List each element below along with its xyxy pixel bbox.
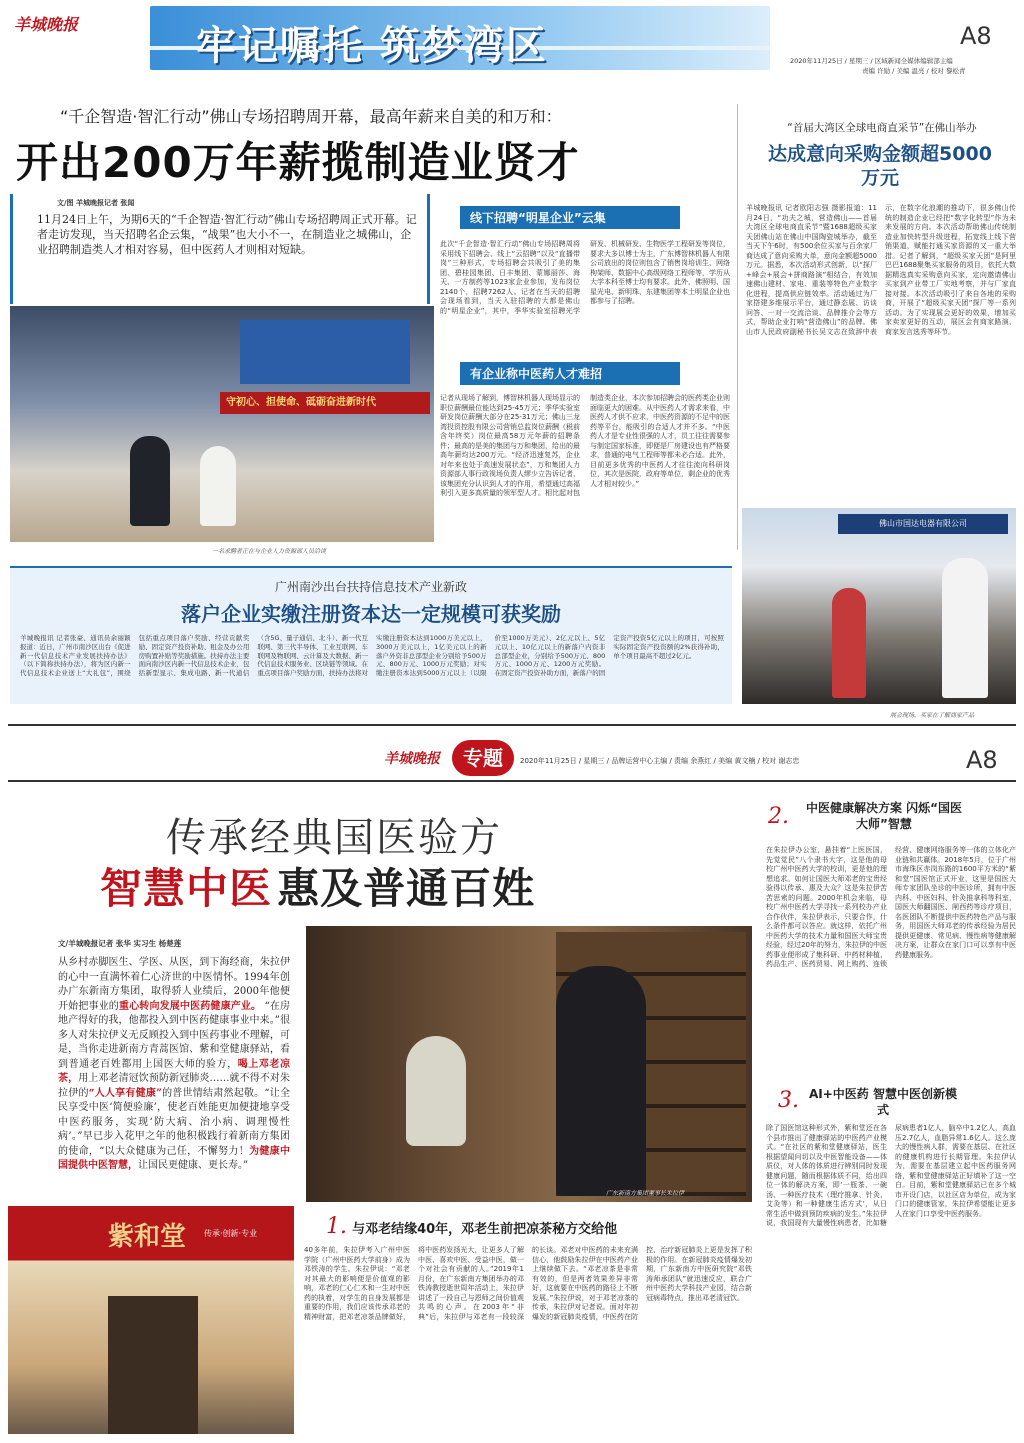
photo-banner: 守初心、担使命、砥砺奋进新时代: [220, 392, 430, 414]
nansha-box: [10, 566, 732, 704]
banner-title: 牢记嘱托 筑梦湾区: [196, 23, 548, 69]
store-photo: [8, 1206, 294, 1434]
subhead-tcm-shortage: 有企业称中医药人才难招: [460, 362, 680, 385]
section-3-title: AI+中医药 智慧中医创新模式: [809, 1087, 957, 1117]
lead-highlight-1: 重心转向发展中医药健康产业。: [118, 1000, 262, 1012]
special-tag: 专题: [452, 740, 514, 776]
lead-part-4: 的普世情结肃然起敬。“让全民享受中医‘简便验廉’，使老百姓能更加便捷地享受中医药服务，实现‘防大病、治小病、调理慢性病’。”早已步入花甲之年的他积极践行着新南方集团的使命，“以大众健康为己任，不懈努力！: [58, 1087, 290, 1157]
section-1-number: 1.: [326, 1214, 347, 1239]
bottom-page-number: A8: [966, 746, 998, 774]
photo-caption-expo: 展会现场，买家在了解商家产品: [890, 712, 975, 719]
headline-rest: 惠及普通百姓: [277, 864, 536, 913]
section-1-title: 与邓老结缘40年，邓老生前把凉茶秘方交给他: [352, 1222, 618, 1237]
lead-headline: 开出200万年薪揽制造业贤才: [16, 138, 580, 187]
photo-person-2: [200, 446, 236, 526]
bottom-lead: [58, 956, 290, 1182]
photo-caption-job-fair: 一名求聘者正在与企业人力资源部人员洽谈: [212, 548, 327, 555]
lead-highlight-3: “人人享有健康”: [88, 1087, 162, 1099]
banner-strip: [150, 6, 770, 70]
section-2-heading: [768, 798, 1008, 842]
headline-highlight: 智慧中医: [100, 864, 273, 913]
lead-part-2: “在房地产得好的我，他都投入到中医药健康事业中来。”很多人对朱拉伊义无反顾投入到中医药事业不理解，可是，当你走进新南方青蒿医馆、紫和堂健康驿站，看到普通老百姓都用上国医大师的验方，: [58, 1000, 290, 1070]
bottom-byline: 文/羊城晚报记者 张华 实习生 杨楚莲: [58, 939, 182, 948]
right-body: 羊城晚报讯 记者欧阳志强 摄影报道：11月24日，“功夫之城，营造佛山——首届大湾区全球电商直采节”暨1688超级买家天团佛山站在佛山中国陶瓷城举办，截至当天下午6时，有500余位买家与百余家厂商达成了意向采购大单，意向金额超5000万元。据悉，本次活动形式创新，以“探厂+峰会+展会+拼商路演”相结合，有效加速佛山建材、家电、重装等特色产业数字化进程，提高供应链效率。活动通过为厂家搭建多维展示平台，通过静态展、访谈问答、一对一交流洽谈、品牌推介会等方式，帮助企业打响“营造佛山”的品牌。佛山市人民政府副秘书长吴文志在致辞中表示，在数字化浪潮的推动下，很多佛山传统的制造企业已经把“数字化转型”作为未来发展的方向。本次活动帮助佛山传统制造业加快转型升级进程，拓宽线上线下营销渠道，赋能打通买家资源的又一重大举措。记者了解到，“超级买家天团”是阿里巴巴1688聚集买家服务的项目，依托大数据精选真实采购意向买家，定向邀请佛山买家到产业带工厂实地考察，并与厂家直接对接。本次活动吸引了来自各地的采购商，开展了“超级买家天团”探厂等一系列活动。为了实现展会更好的效果，增加买家卖家更好的互动，展区会有商家路演、商家发言选秀等环节。: [746, 204, 1016, 336]
lead-part-3: 用上邓老清冠饮预防新冠肺炎……就不得不对朱拉伊的: [58, 1073, 290, 1099]
half-divider: [8, 724, 1016, 726]
expo-person-2: [942, 558, 988, 698]
lead-box: [10, 194, 430, 304]
byline: 文/图 羊城晚报记者 张闻: [57, 199, 135, 207]
store-doorway: [108, 1296, 198, 1434]
job-fair-photo: [10, 306, 434, 542]
nansha-kicker: 广州南沙出台扶持信息技术产业新政: [274, 580, 467, 594]
section-2-title: 中医健康解决方案 闪烁“国医大师”智慧: [805, 801, 963, 831]
section-1-heading: [326, 1214, 746, 1244]
section-3-body: 除了国医馆这种形式外，紫和堂还在各个县市推出了健康驿站的中医药产业模式。“在社区的紫和堂健康驿站，医生根据望闻问切以及中医智能设备——体质仪，对人体的体质进行辨别同时发现健康问题，随而根据体质不同，给出四位一体的解决方案，即‘一瓶茶、一碗汤、一种医疗技术（理疗推拿、针灸、艾灸等）和一种健康生活方式’，从日常生活中做到预防疾病的发生。”朱拉伊说，我国现有大量慢性病患者，比如糖尿病患者1亿人，脑卒中1.2亿人，高血压2.7亿人，血脂异常1.6亿人。这么庞大的慢性病人群，需要在基层、在社区的健康机构进行长期管理。朱拉伊认为，需要在基层建立起中医药服务网络，紫和堂健康驿站正好填补了这一空白。目前，紫和堂健康驿站已在多个城市开设门店，以社区店为单位，成为家门口的健康管家，朱拉伊希望能让更多人在家门口享受中医药服务。: [766, 1124, 1016, 1227]
photo-screen: [240, 320, 410, 384]
store-slogan: 传承·创新·专业: [204, 1229, 258, 1238]
section-2-body: 在朱拉伊办公室，悬挂着“上医医国，先觉觉民”八个隶书大字，这是他的母校广州中医药大学的校训，更是他的理想追求。如何让国医大师邓老的宝贵经验得以传承、惠及大众？这是朱拉伊苦苦思索的问题。2000年机会来临，母校广州中医药大学寻找一系列校办产业合作伙伴，朱拉伊表示，只要合作，什么条件都可以答应。就这样，依托广州中医药大学的技术力量和国医大师宝贵经验，经过20年的努力，朱拉伊的中医药事业便形成了集科研、中药材种植、药品生产、医药贸易、网上购药、连锁经营、健康网络服务等一体的立体化产业链和共赢体。2018年5月，位于广州市海珠区赤岗东路的1600平方米的“紫和堂”国医馆正式开业，这里是国医大师专家团队坐诊的中医诊所，拥有中医内科、中医妇科、针灸推拿科等科室，国医大师翻国医、闸西药等诊疗项目，名医团队不断提供中医药特色产品与服务，用国医大师邓老的传承经验为居民提供更健康、常见病、慢性病等健康解决方案，让群众在家门口可以享有中医药健康服务。: [766, 846, 1016, 968]
brand-logo: 羊城晚报: [14, 15, 79, 34]
portrait-photo: [306, 926, 752, 1202]
main-headline-2: [100, 856, 740, 912]
bottom-brand: 羊城晚报: [384, 751, 440, 767]
section-3-heading: [768, 1084, 1008, 1120]
expo-photo: [742, 508, 1016, 704]
portrait-person: [556, 966, 646, 1196]
dateline: 2020年11月25日 / 星期三 / 区域新闻全媒体编辑部主编: [790, 57, 953, 65]
lead-highlight-4: 为健康中国提供中医智慧，: [58, 1145, 290, 1171]
bottom-header-rule: [8, 780, 1016, 782]
nansha-headline: 落户企业实缴注册资本达一定规模可获奖励: [181, 602, 561, 626]
expo-sign: 佛山市国达电器有限公司: [838, 514, 1008, 534]
lead-highlight-2: 喝上邓老凉茶，: [58, 1058, 290, 1084]
section-1-body: 40多年前，朱拉伊考入广州中医学院（广州中医药大学前身）成为邓铁涛的学生。朱拉伊说：“邓老对其最大的影响便是价值观的影响，邓老的仁心仁术和一生对中医药的执着，对学生的自身发展都是重要的作用，我们应该传承邓老的精神财富，把邓老凉茶品牌做好，将中医药发扬光大，让更多人了解中医、喜欢中医、受益中医，做一个对社会有贡献的人。”2019年1月份，在广东新南方集团举办的邓铁涛教授逝世周年活动上，朱拉伊讲述了一段自己与恩师之间价值观共鸣的心声。在2003年“非典”后，朱拉伊与邓老有一段较深的长谈。邓老对中医药的未来充满信心，他鼓励朱拉伊在中医药产业上继续做下去。“邓老凉茶是非常有效的，但是两者效果差异非常好，这就要在中医药的路径上不断发展。”朱拉伊说，对于邓老凉茶的传承，朱拉伊对记者说。面对年初爆发的新冠肺炎疫情，中医药在防控、治疗新冠肺炎上更是发挥了积极的作用。在新冠肺炎疫情爆发初期，广东新南方中医研究院“邓铁涛师承团队”就迅速反应，联合广州中医药大学科技产业园，结合新冠病毒特点，推出邓老清冠饮。: [304, 1246, 752, 1321]
right-headline: 达成意向采购金额超5000万元: [768, 143, 992, 189]
nansha-body: 羊城晚报讯 记者张豪、通讯员余丽颖报道：近日，广州市南沙区出台《促进新一代信息技术产业发展扶持办法》（以下简称扶持办法），将为区内新一代信息技术企业送上“大礼包”，围绕包括重点项目落户奖励、经营贡献奖励、固定资产投资补助、租金及办公用房购置补贴等奖励措施。扶持办法主要面向南沙区内新一代信息技术企业，包括新型显示、集成电路、新一代通信（含5G、量子通信、北斗）、新一代互联网、第三代半导体、工业互联网、车联网及物联网、云计算及大数据、新一代信息技术服务业、区块链等领域。在重点项目落户奖励方面，扶持办法将对实缴注册资本达到1000万美元以上，3000万美元以上，1亿美元以上的新落户外资非总部型企业分别给予500万元、800万元、1000万元奖励；对实缴注册资本达到5000万元以上（以限价至1000万美元）、2亿元以上、5亿元以上、10亿元以上的新落户内资非总部型企业，分别给予500万元、800万元、1000万元、1200万元奖励。在固定资产投资补助方面，新落户的固定资产投资5亿元以上的项目，可按照实际固定资产投资额的2%获得补助，单个项目最高不超过2亿元。: [20, 634, 724, 678]
bottom-dateline: 2020年11月25日 / 星期三 / 品牌运营中心主编 / 责编 余燕红 / 美编 黄文楠 / 校对 谢志忠: [520, 757, 800, 765]
body-column-b: 记者从现场了解到，博智林机器人现场显示的职位薪酬最位能达到25-45万元；季华实验室研发岗位薪酬大部分在25-31万元；佛山三龙湾投资控股有限公司营销总监岗位薪酬（税前含年终奖）岗位最高58万元年薪的招聘条件；最高的是美的集团与万和集团，给出的最高年薪均达200万元。“经济迅速复苏，企业对年来也处于高速发展状态”，万和集团人力资源部人事行政视场负责人缪少立告诉记者，该集团充分认识到人才的作用，希望通过高福利引入更多高质量的领军型人才。相比起对包制造类企业，本次参加招聘会的医药类企业则面临更大的困难。从中医药人才需求来看，中医药人才供不应求，中医药资源的不足中的医药等平台，能吸引的合适人才并不多。“中医药人才是专业性很强的人才，员工往往需要参与制定国家标准，即便是厂房建设也有严格要求，普通的电气工程师等都未必合适。此外，目前更多优秀的中医药人才往往流向科研岗位，其次是医院，政府等单位，剩企业的优秀人才相对较少。”: [440, 394, 730, 497]
right-kicker: “首届大湾区全球电商直采节”在佛山举办: [787, 122, 977, 134]
lead-paragraph: 11月24日上午，为期6天的“千企智造·智汇行动”佛山专场招聘周正式开幕。记者走访发现，当天招聘名企云集，“战果”也大小不一，在制造业之城佛山，企业招聘制造类人才相对容易，但中医药人才则相对短缺。: [37, 213, 417, 256]
main-headline-1: 传承经典国医验方: [166, 815, 502, 861]
body-column-a: 此次“千企智造·智汇行动”佛山专场招聘周将采用线下招聘会、线上“云招聘”以及“直播带岗”三种形式，专场招聘会共吸引了美的集团、碧桂园集团、日丰集团、蒙娜丽莎、海天、一方制药等1023家企业参加，发布岗位2140个，招聘7262人。记者在当天的招聘会现场看到，当天入驻招聘的大都是佛山的“明星企业”，其中，季华实验室招聘光学研发、机械研发、生物医学工程研发等岗位，要求大多以博士为主，广东博智林机器人有限公司放出的岗位则包含了销售岗培训生、网络枸架师、数据中心高级网络工程师等，学历从大学本科至博士均有要求。此外，佛照明、国星光电、新明珠、东建集团等本土明星企业也都参与了招聘。: [440, 240, 730, 315]
credits: 责编 许励 / 美编 温亮 / 校对 黎松青: [862, 67, 966, 75]
section-3-number: 3.: [778, 1088, 799, 1113]
column-divider: [737, 104, 738, 550]
portrait-caption: 广东新南方集团董事长朱拉伊: [606, 1190, 685, 1197]
bottom-header: [0, 740, 1024, 786]
store-sign: 紫和堂: [108, 1222, 187, 1252]
subhead-star-enterprises: 线下招聘“明星企业”云集: [460, 206, 680, 229]
expo-person-1: [832, 588, 866, 698]
page-number: A8: [960, 22, 992, 50]
lead-part-5: 让国民更健康、更长寿。”: [138, 1160, 249, 1171]
lead-part-1: 从乡村赤脚医生、学医、从医，到下海经商，朱拉伊的心中一直满怀着仁心济世的中医情怀。1994年创办广东新南方集团，取得骄人业绩后，2000年他便开始把事业的: [58, 957, 290, 1012]
section-2-number: 2.: [768, 804, 789, 829]
photo-person-1: [130, 436, 170, 526]
lead-kicker: “千企智造·智汇行动”佛山专场招聘周开幕，最高年薪来自美的和万和：: [60, 107, 562, 126]
top-header: [0, 0, 1024, 80]
jade-sculpture: [406, 1036, 466, 1146]
